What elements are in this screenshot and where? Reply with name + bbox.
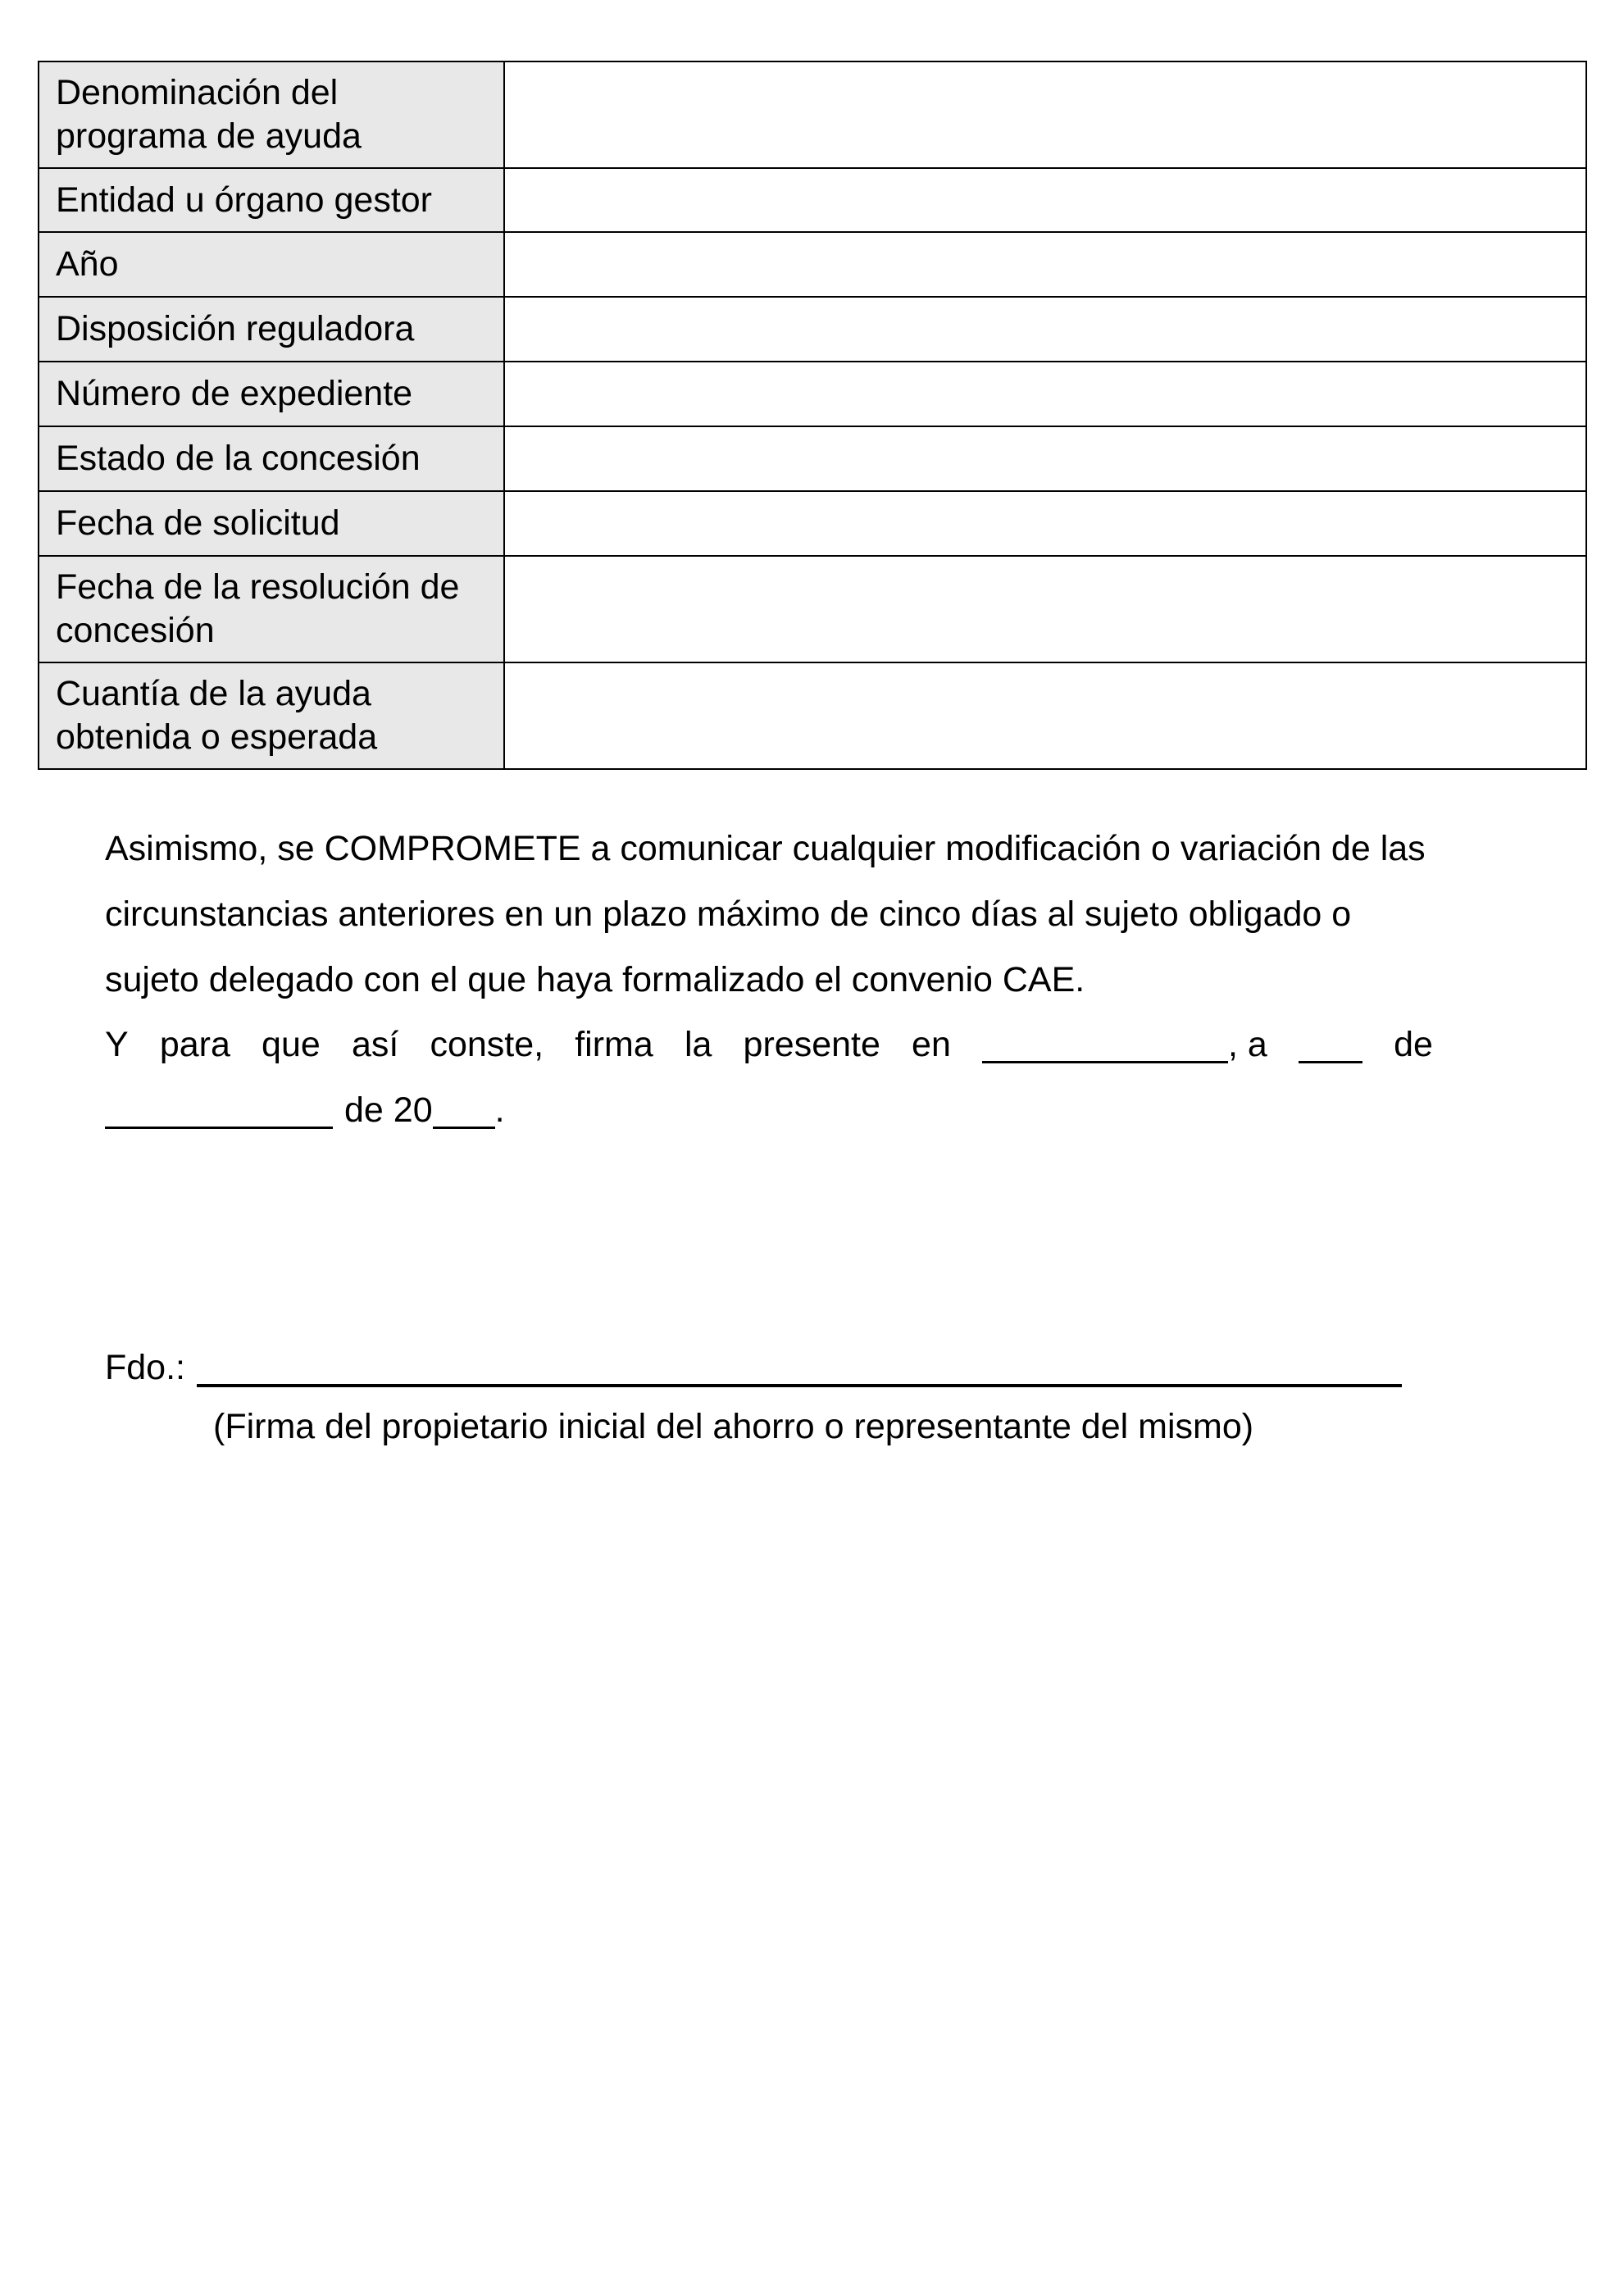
place-blank[interactable] bbox=[982, 1026, 1228, 1063]
table-row bbox=[39, 362, 1586, 426]
day-blank[interactable] bbox=[1299, 1026, 1362, 1063]
comma-a-text: , a bbox=[1228, 1025, 1267, 1064]
table-row bbox=[39, 491, 1586, 556]
row-label: Disposición reguladora bbox=[39, 297, 504, 362]
row-value-field[interactable] bbox=[504, 662, 1586, 769]
table-row bbox=[39, 426, 1586, 491]
closing-word: presente bbox=[743, 1025, 880, 1064]
closing-word: firma bbox=[575, 1025, 653, 1064]
table-row bbox=[39, 556, 1586, 662]
row-value-field[interactable] bbox=[504, 232, 1586, 297]
row-label: Fecha de la resolución de concesión bbox=[39, 556, 504, 662]
table-row bbox=[39, 297, 1586, 362]
row-value-field[interactable] bbox=[504, 61, 1586, 168]
row-label: Estado de la concesión bbox=[39, 426, 504, 491]
signature-label: Fdo.: bbox=[105, 1348, 185, 1387]
place-group bbox=[982, 1012, 1267, 1077]
de-text: de bbox=[1394, 1025, 1433, 1064]
row-label: Año bbox=[39, 232, 504, 297]
closing-word: la bbox=[684, 1025, 712, 1064]
row-label: Fecha de solicitud bbox=[39, 491, 504, 556]
closing-line-1 bbox=[105, 1012, 1433, 1077]
row-value-field[interactable] bbox=[504, 297, 1586, 362]
row-value-field[interactable] bbox=[504, 168, 1586, 232]
row-label: Denominación del programa de ayuda bbox=[39, 61, 504, 168]
closing-word: que bbox=[262, 1025, 321, 1064]
signature-caption: (Firma del propietario inicial del ahorro o representante del mismo) bbox=[213, 1407, 1254, 1446]
closing-word: conste, bbox=[430, 1025, 544, 1064]
row-value-field[interactable] bbox=[504, 491, 1586, 556]
closing-line-2 bbox=[105, 1077, 1433, 1143]
row-value-field[interactable] bbox=[504, 426, 1586, 491]
de-20-text: de 20 bbox=[344, 1090, 433, 1130]
signature-blank[interactable] bbox=[197, 1348, 1402, 1387]
table-row bbox=[39, 61, 1586, 168]
commitment-paragraph: Asimismo, se COMPROMETE a comunicar cualquier modificación o variación de las circunstancias anteriores en un plazo máximo de cinco días al sujeto obligado o sujeto delegado con el que haya formalizado el convenio CAE. bbox=[105, 829, 1426, 999]
closing-word: para bbox=[159, 1025, 230, 1064]
closing-word: en bbox=[912, 1025, 951, 1064]
month-blank[interactable] bbox=[105, 1092, 333, 1129]
closing-period: . bbox=[494, 1090, 505, 1130]
table-row bbox=[39, 662, 1586, 769]
closing-paragraph bbox=[105, 1012, 1433, 1143]
row-value-field[interactable] bbox=[504, 362, 1586, 426]
row-label: Cuantía de la ayuda obtenida o esperada bbox=[39, 662, 504, 769]
row-label: Entidad u órgano gestor bbox=[39, 168, 504, 232]
closing-word: así bbox=[351, 1025, 399, 1064]
table-row bbox=[39, 168, 1586, 232]
row-value-field[interactable] bbox=[504, 556, 1586, 662]
aid-program-table bbox=[38, 61, 1587, 770]
signature-line bbox=[105, 1335, 1417, 1400]
closing-word: Y bbox=[105, 1025, 129, 1064]
year-blank[interactable] bbox=[433, 1092, 495, 1129]
table-row bbox=[39, 232, 1586, 297]
row-label: Número de expediente bbox=[39, 362, 504, 426]
